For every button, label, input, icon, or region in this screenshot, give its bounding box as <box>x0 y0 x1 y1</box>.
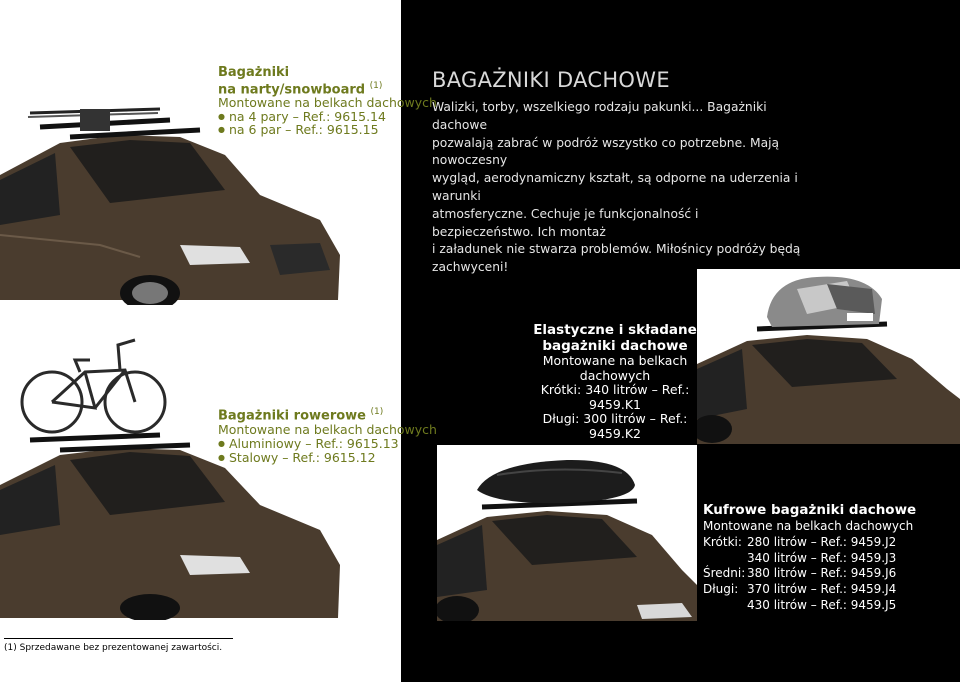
ski-note-mark: (1) <box>369 80 383 91</box>
soft-carrier-info <box>520 322 710 441</box>
main-description <box>432 99 802 277</box>
soft-carrier-short: Krótki: 340 litrów – Ref.: 9459.K1 <box>540 382 690 412</box>
soft-carrier-long: Długi: 300 litrów – Ref.: 9459.K2 <box>542 411 688 441</box>
bike-note-mark: (1) <box>370 407 384 417</box>
description-line: atmosferyczne. Cechuje je funkcjonalność i bezpieczeństwo. Ich montaż <box>432 206 699 239</box>
roof-box-title: Kufrowe bagażniki dachowe <box>703 502 917 518</box>
bike-item: ● Stalowy – Ref.: 9615.12 <box>218 451 437 465</box>
row-label: Średni: <box>703 566 746 581</box>
table-row <box>703 598 896 614</box>
description-line: i załadunek nie stwarza problemów. Miłośnicy podróży będą zachwyceni! <box>432 242 801 275</box>
ski-carrier-info <box>218 66 437 137</box>
bike-subtitle: Montowane na belkach dachowych <box>218 422 437 438</box>
table-row <box>703 582 896 598</box>
roof-box-info <box>703 501 916 614</box>
car-soft-bag-photo <box>697 269 960 444</box>
row-value: 340 litrów – Ref.: 9459.J3 <box>747 550 897 565</box>
roof-box-subtitle: Montowane na belkach dachowych <box>703 519 914 533</box>
ski-title-line1: Bagażniki <box>218 65 290 80</box>
row-label <box>703 551 747 567</box>
ski-title <box>218 66 437 96</box>
ski-subtitle: Montowane na belkach dachowych <box>218 95 437 111</box>
soft-carrier-title-line2: bagażniki dachowe <box>542 338 688 354</box>
soft-carrier-title-line1: Elastyczne i składane <box>533 322 697 338</box>
description-line: pozwalają zabrać w podróż wszystko co potrzebne. Mają nowoczesny <box>432 135 780 168</box>
ski-item: ● na 6 par – Ref.: 9615.15 <box>218 123 437 137</box>
bike-carrier-info <box>218 405 437 465</box>
soft-carrier-title <box>520 322 710 354</box>
row-value: 370 litrów – Ref.: 9459.J4 <box>747 582 897 597</box>
footnote: (1) Sprzedawane bez prezentowanej zawartości. <box>4 638 233 653</box>
bike-title <box>218 405 437 423</box>
ski-item: ● na 4 pary – Ref.: 9615.14 <box>218 110 437 124</box>
car-bike-carrier-photo <box>0 330 345 620</box>
roof-box-table <box>703 535 896 614</box>
table-row <box>703 535 896 551</box>
row-value: 280 litrów – Ref.: 9459.J2 <box>747 534 897 549</box>
row-label: Długi: <box>703 582 739 597</box>
row-label: Krótki: <box>703 534 742 549</box>
page-title: BAGAŻNIKI DACHOWE <box>432 68 670 92</box>
bike-item: ● Aluminiowy – Ref.: 9615.13 <box>218 437 437 451</box>
car-roof-box-photo <box>437 445 697 621</box>
table-row <box>703 566 896 582</box>
ski-title-line2: na narty/snowboard <box>218 81 366 97</box>
bike-title-text: Bagażniki rowerowe <box>218 408 367 424</box>
description-line: wygląd, aerodynamiczny kształt, są odporne na uderzenia i warunki <box>432 171 798 203</box>
description-line: Walizki, torby, wszelkiego rodzaju pakunki... Bagażniki dachowe <box>432 100 767 132</box>
row-value: 430 litrów – Ref.: 9459.J5 <box>747 597 897 612</box>
row-label <box>703 598 747 614</box>
table-row <box>703 551 896 567</box>
soft-carrier-subtitle: Montowane na belkach dachowych <box>542 353 688 383</box>
row-value: 380 litrów – Ref.: 9459.J6 <box>747 566 897 581</box>
